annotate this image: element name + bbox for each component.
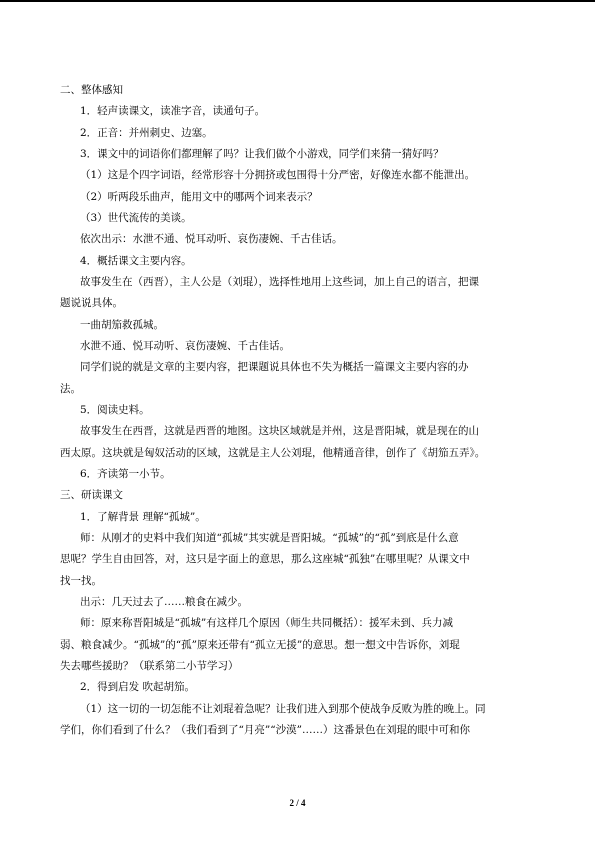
text-line: 弱、粮食减少。“孤城”的“孤”原来还带有“孤立无援”的意思。想一想文中告诉你，刘琨 xyxy=(60,639,460,651)
text-line: 学们，你们看到了什么？（我们看到了“月亮”“沙漠”……）这番景色在刘琨的眼中可和你 xyxy=(60,724,470,736)
text-line: 思呢？学生自由回答，对，这只是字面上的意思，那么这座城“孤独”在哪里呢？从课文中 xyxy=(60,553,470,565)
text-line: 故事发生在西晋，这就是西晋的地图。这块区域就是并州，这是晋阳城，就是现在的山 xyxy=(80,425,479,437)
top-border xyxy=(0,0,595,2)
text-line: 一曲胡笳救孤城。 xyxy=(80,319,164,331)
text-line: 3．课文中的词语你们都理解了吗？让我们做个小游戏，同学们来猜一猜好吗？ xyxy=(80,148,444,160)
text-line: 西太原。这块就是匈奴活动的区域，这就是主人公刘琨，他精通音律，创作了《胡笳五弄》。 xyxy=(60,447,486,459)
text-line: 2．得到启发 吹起胡笳。 xyxy=(80,681,196,693)
text-line: 失去哪些援助？（联系第二小节学习） xyxy=(60,660,239,672)
text-line: 5．阅读史料。 xyxy=(80,404,150,416)
text-line: 依次出示：水泄不通、悦耳动听、哀伤凄婉、千古佳话。 xyxy=(80,233,343,245)
text-line: 题说说具体。 xyxy=(60,297,123,309)
text-line: （1）这一切的一切怎能不让刘琨着急呢？让我们进入到那个使战争反败为胜的晚上。同 xyxy=(80,703,486,715)
text-line: 1．轻声读课文，读准字音，读通句子。 xyxy=(80,105,266,117)
text-line: （2）听两段乐曲声，能用文中的哪两个词来表示？ xyxy=(80,191,318,203)
text-line: （3）世代流传的美谈。 xyxy=(80,212,192,224)
text-line: 法。 xyxy=(60,383,81,395)
text-line: 师：从刚才的史料中我们知道“孤城”其实就是晋阳城。“孤城”的“孤”到底是什么意 xyxy=(80,532,459,544)
text-line: （1）这是个四字词语，经常形容十分拥挤或包围得十分严密，好像连水都不能泄出。 xyxy=(80,169,476,181)
text-line: 故事发生在（西晋），主人公是（刘琨），选择性地用上这些词，加上自己的语言，把课 xyxy=(80,276,479,288)
text-line: 6．齐读第一小节。 xyxy=(80,468,171,480)
page-number: 2 / 4 xyxy=(289,798,306,808)
text-line: 4．概括课文主要内容。 xyxy=(80,255,192,267)
text-line: 出示：几天过去了……粮食在减少。 xyxy=(80,596,248,608)
section-heading-3: 三、研读课文 xyxy=(60,489,123,501)
text-line: 找一找。 xyxy=(60,575,102,587)
text-line: 师：原来称晋阳城是“孤城”有这样几个原因（师生共同概括）：援军未到、兵力减 xyxy=(80,617,453,629)
text-line: 2．正音：并州刺史、边塞。 xyxy=(80,127,213,139)
section-heading-2: 二、整体感知 xyxy=(60,84,123,96)
text-line: 水泄不通、悦耳动听、哀伤凄婉、千古佳话。 xyxy=(80,340,290,352)
text-line: 同学们说的就是文章的主要内容，把课题说具体也不失为概括一篇课文主要内容的办 xyxy=(80,361,469,373)
text-line: 1．了解背景 理解“孤城”。 xyxy=(80,511,206,523)
